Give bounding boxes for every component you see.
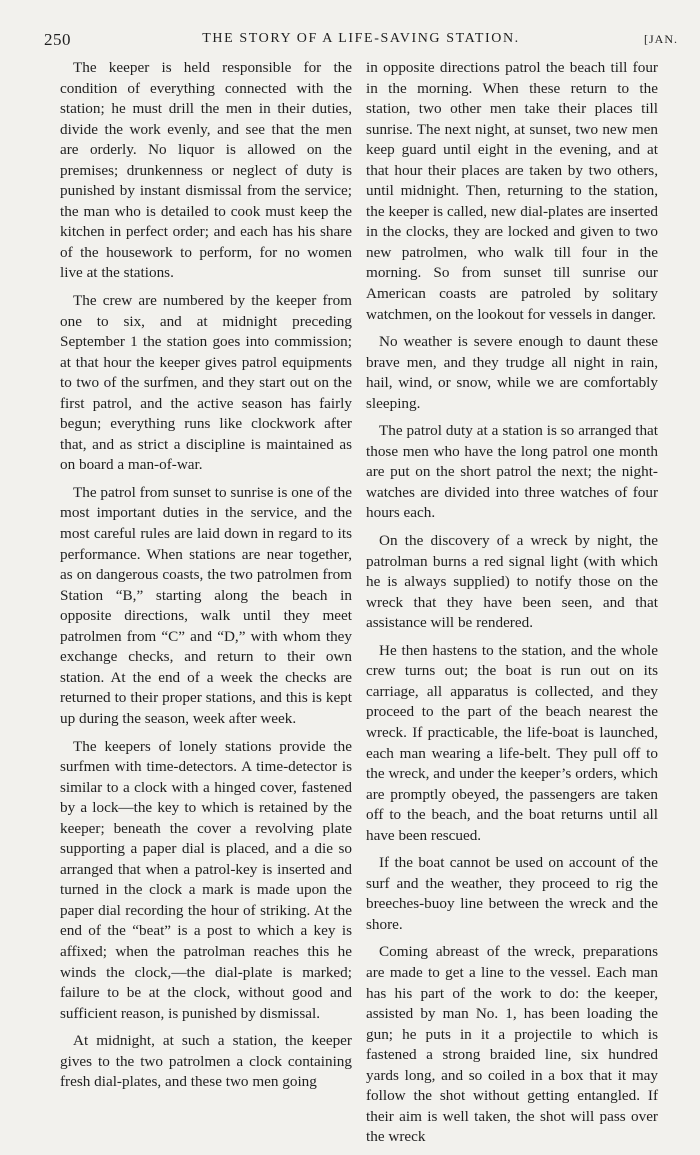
paragraph: The keeper is held responsible for the condition of everything connected with the station; he must drill the men in their duties, divide the work evenly, and see that the men are orderly. No liquor is allowed on the premises; drunkenness or neglect of duty is punished by instant dismissal from the service; the man who is detailed to cook must keep the kitchen in perfect order; and each has his share of the housework to perform, for no women live at the stations. — [60, 59, 352, 282]
running-title: THE STORY OF A LIFE-SAVING STATION. — [202, 31, 520, 46]
paragraph: The patrol from sunset to sunrise is one of the most important duties in the service, and the most careful rules are laid down in regard to its performance. When stations are near together, as on dangerous coasts, the two patrolmen from Station “B,” starting along the beach in opposite directions, walk until they meet patrolmen from “C” and “D,” with whom they exchange checks, and return to their own station. At the end of a week the checks are returned to their proper stations, and this is kept up during the season, week after week. — [60, 483, 352, 727]
paragraph-continued: in opposite directions patrol the beach till four in the morning. When these return to the station, two other men take their places till sunrise. The next night, at sunset, two new men keep guard until eight in the evening, and at that hour their places are taken by two others, until midnight. Then, returning to the station, the keeper is called, new dial-plates are inserted in the clocks, they are locked and given to two new patrolmen, who walk till four in the morning. So from sunset till sunrise our American coasts are patroled by solitary watchmen, on the lookout for vessels in danger. — [366, 59, 658, 323]
paragraph: Coming abreast of the wreck, preparations are made to get a line to the vessel. Each man has his part of the work to do: the keeper, assisted by man No. 1, has been loading the gun; he puts in it a projectile to which is fastened a strong braided line, six hundred yards long, and so coiled in a box that it may follow the shot without getting entangled. If their aim is well taken, the shot will pass over the wreck — [366, 943, 658, 1146]
right-column — [366, 58, 658, 1155]
page-number: 250 — [44, 30, 71, 49]
page-header — [44, 30, 678, 50]
paragraph: No weather is severe enough to daunt these brave men, and they trudge all night in rain, hail, wind, or snow, while we are comfortably sleeping. — [366, 333, 658, 412]
paragraph: On the discovery of a wreck by night, the patrolman burns a red signal light (with which he is always supplied) to notify those on the wreck that they have been seen, and that assistance will be rendered. — [366, 532, 658, 632]
paragraph: He then hastens to the station, and the whole crew turns out; the boat is run out on its carriage, all apparatus is collected, and they proceed to the part of the beach nearest the wreck. If practicable, the life-boat is launched, each man wearing a life-belt. They pull off to the wreck, and under the keeper’s orders, which are promptly obeyed, the passengers are taken off to the beach, and the boat returns until all have been rescued. — [366, 641, 658, 844]
header-month: [JAN. — [644, 32, 678, 46]
paragraph: The crew are numbered by the keeper from one to six, and at midnight preceding September 1 the station goes into commission; at that hour the keeper gives patrol equipments to two of the surfmen, and they start out on the first patrol, and the active season has fairly begun; everything runs like clockwork after that, and as strict a discipline is maintained as on board a man-of-war. — [60, 292, 352, 474]
paragraph: The keepers of lonely stations provide the surfmen with time-detectors. A time-detector is similar to a clock with a hinged cover, fastened by a lock—the key to which is retained by the keeper; beneath the cover a revolving plate supporting a paper dial is placed, and a die so arranged that when a patrol-key is inserted and turned in the clock a mark is made upon the paper dial recording the hour of striking. At the end of the “beat” is a post to which a key is affixed; when the patrolman reaches this he winds the clock,—the dial-plate is marked; failure to be at the clock, without good and sufficient reason, is punished by dismissal. — [60, 737, 352, 1022]
paragraph: At midnight, at such a station, the keeper gives to the two patrolmen a clock containing fresh dial-plates, and these two men going — [60, 1032, 352, 1091]
paragraph: The patrol duty at a station is so arranged that those men who have the long patrol one month are put on the short patrol the next; the night-watches are divided into three watches of four hours each. — [366, 422, 658, 522]
left-column — [60, 58, 352, 1100]
text-columns — [60, 58, 680, 1146]
paragraph: If the boat cannot be used on account of the surf and the weather, they proceed to rig the breeches-buoy line between the wreck and the shore. — [366, 854, 658, 933]
